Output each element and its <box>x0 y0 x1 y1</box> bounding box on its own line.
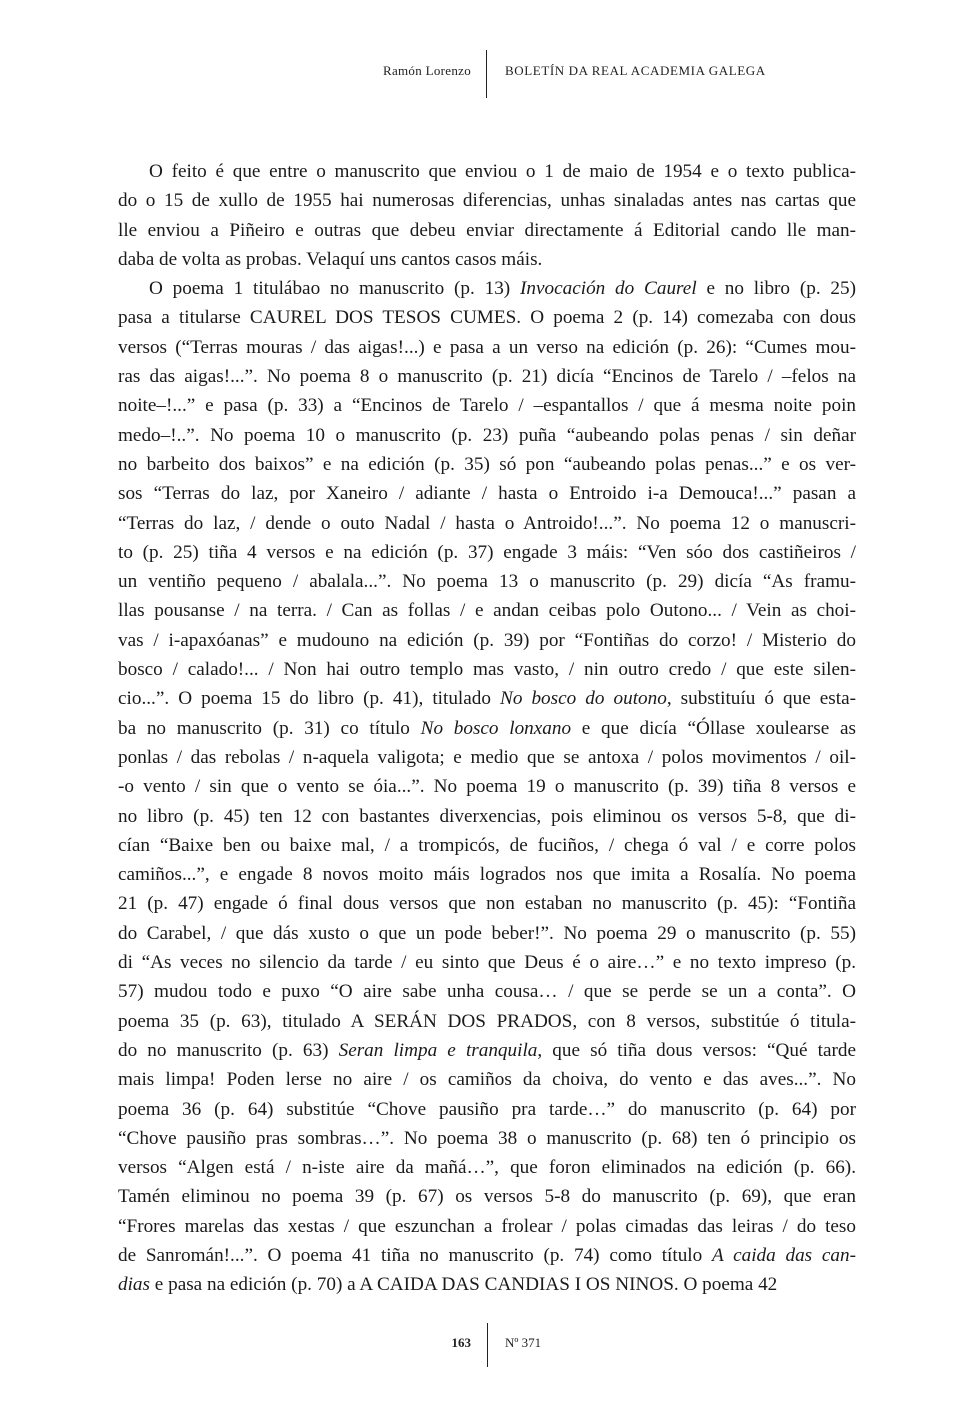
text-run: -o vento / sin que o vento se óia...”. No poema 19 o manuscrito (p. 39) tiña 8 versos e <box>118 776 856 798</box>
text-run: do no manuscrito (p. 63) <box>118 1039 339 1061</box>
text-run: ras das aigas!...”. No poema 8 o manuscrito (p. 21) dicía “Encinos de Tarelo / –felos na <box>118 366 856 388</box>
text-line <box>118 509 856 538</box>
italic-title: Seran limpa e tranquila <box>338 1039 538 1061</box>
header-author: Ramón Lorenzo <box>382 63 471 78</box>
text-run: di “As veces no silencio da tarde / eu sinto que Deus é o aire…” e no texto impreso (p. <box>118 952 856 974</box>
text-line <box>118 1065 856 1094</box>
page-footer <box>0 1323 975 1367</box>
text-line <box>118 245 856 274</box>
text-run: e pasa na edición (p. 70) a A CAIDA DAS CANDIAS I OS NINOS. O poema 42 <box>150 1274 778 1296</box>
text-run: O feito é que entre o manuscrito que enviou o 1 de maio de 1954 e o texto publica- <box>149 161 856 182</box>
text-line <box>118 1182 856 1211</box>
text-line <box>118 362 856 391</box>
issue-number: Nº 371 <box>505 1335 542 1350</box>
text-run: 57) mudou todo e puxo “O aire sabe unha cousa… / que se perde se un a conta”. O <box>118 981 856 1003</box>
text-run: poema 36 (p. 64) substitúe “Chove pausiño pra tarde…” do manuscrito (p. 64) por <box>118 1098 856 1120</box>
text-run: versos (“Terras mouras / das aigas!...) e pasa a un verso na edición (p. 26): “Cumes mou- <box>118 336 856 358</box>
text-run: e que dicía “Óllase xoulearse as <box>571 717 856 739</box>
paragraph <box>118 157 856 274</box>
text-line <box>118 831 856 860</box>
text-line <box>118 919 856 948</box>
text-line <box>118 1007 856 1036</box>
text-line <box>118 743 856 772</box>
text-run: “Chove pausiño pras sombras…”. No poema 38 o manuscrito (p. 68) ten ó principio os <box>118 1127 856 1149</box>
text-line <box>118 303 856 332</box>
text-line <box>118 450 856 479</box>
italic-title: dias <box>118 1274 150 1296</box>
footer-divider <box>487 1323 488 1367</box>
text-line <box>118 157 856 186</box>
text-line <box>118 333 856 362</box>
text-line <box>118 714 856 743</box>
text-run: medo–!..”. No poema 10 o manuscrito (p. 23) puña “aubeando polas penas / sin deñar <box>118 424 856 446</box>
text-line <box>118 977 856 1006</box>
text-line <box>118 1036 856 1065</box>
text-line <box>118 1124 856 1153</box>
paragraph <box>118 274 856 1299</box>
text-run: e no libro (p. 25) <box>696 278 856 300</box>
italic-title: No bosco lonxano <box>420 717 572 739</box>
text-run: do o 15 de xullo de 1955 hai numerosas diferencias, unhas sinaladas antes nas cartas que <box>118 190 856 212</box>
text-line <box>118 421 856 450</box>
text-run: no libro (p. 45) ten 12 con bastantes diverxencias, pois eliminou os versos 5-8, que di- <box>118 805 856 827</box>
text-run: noite–!...” e pasa (p. 33) a “Encinos de Tarelo / –espantallos / que á mesma noite poin <box>118 395 856 417</box>
italic-title: A caida das can- <box>711 1244 856 1266</box>
text-run: cían “Baixe ben ou baixe mal, / a trompicós, de fuciños, / chega ó val / e corre polos <box>118 834 856 856</box>
text-line <box>118 948 856 977</box>
text-line <box>118 391 856 420</box>
text-line <box>118 626 856 655</box>
text-line <box>118 1241 856 1270</box>
text-line <box>118 274 856 303</box>
text-run: do Carabel, / que dás xusto o que un pode beber!”. No poema 29 o manuscrito (p. 55) <box>118 922 856 944</box>
text-run: ponlas / das rebolas / n-aquela valigota; e medio que se antoxa / polos movimentos / oil- <box>118 746 856 768</box>
header-divider <box>486 50 487 98</box>
text-line <box>118 802 856 831</box>
text-line <box>118 1095 856 1124</box>
text-run: camiños...”, e engade 8 novos moito máis logrados nos que imita a Rosalía. No poema <box>118 864 856 886</box>
text-run: O poema 1 titulábao no manuscrito (p. 13) <box>149 278 521 300</box>
text-run: poema 35 (p. 63), titulado A SERÁN DOS PRADOS, con 8 versos, substitúe ó titula- <box>118 1010 856 1032</box>
text-run: ba no manuscrito (p. 31) co título <box>118 717 421 739</box>
text-line <box>118 684 856 713</box>
text-run: vas / i-apaxóanas” e mudouno na edición (p. 39) por “Fontiñas do corzo! / Misterio do <box>118 629 856 651</box>
text-line <box>118 216 856 245</box>
text-line <box>118 538 856 567</box>
italic-title: No bosco do outono <box>500 688 667 710</box>
text-run: llas pousanse / na terra. / Can as follas / e andan ceibas polo Outono... / Vein as choi- <box>118 600 856 622</box>
text-run: 21 (p. 47) engade ó final dous versos que non estaban no manuscrito (p. 45): “Fontiña <box>118 893 856 915</box>
text-line <box>118 1153 856 1182</box>
text-run: lle enviou a Piñeiro e outras que debeu enviar directamente á Editorial cando lle man- <box>118 219 856 241</box>
text-line <box>118 1270 856 1299</box>
text-run: sos “Terras do laz, por Xaneiro / adiante / hasta o Entroido i-a Demouca!...” pasan a <box>118 483 856 505</box>
text-run: pasa a titularse CAUREL DOS TESOS CUMES. O poema 2 (p. 14) comezaba con dous <box>118 307 856 329</box>
text-run: versos “Algen está / n-iste aire da mañá…”, que foron eliminados na edición (p. 66). <box>118 1157 856 1179</box>
text-run: un ventiño pequeno / abalala...”. No poema 13 o manuscrito (p. 29) dicía “As framu- <box>118 571 856 593</box>
text-line <box>118 186 856 215</box>
page-number: 163 <box>451 1335 471 1350</box>
text-run: , que só tiña dous versos: “Qué tarde <box>537 1039 856 1061</box>
text-run: “Terras do laz, / dende o outo Nadal / hasta o Antroido!...”. No poema 12 o manuscri- <box>118 512 856 534</box>
italic-title: Invocación do Caurel <box>520 278 697 300</box>
text-run: bosco / calado!... / Non hai outro templo mas vasto, / nin outro credo / que este silen- <box>118 659 856 681</box>
header-journal-title: BOLETÍN DA REAL ACADEMIA GALEGA <box>505 63 766 78</box>
body-text <box>118 157 856 1300</box>
text-run: mais limpa! Poden lerse no aire / os camiños da choiva, do vento e das aves...”. No <box>118 1069 856 1091</box>
text-run: to (p. 25) tiña 4 versos e na edición (p. 37) engade 3 máis: “Ven sóo dos castiñeiros / <box>118 541 856 563</box>
text-line <box>118 567 856 596</box>
text-line <box>118 1212 856 1241</box>
text-line <box>118 479 856 508</box>
text-run: de Sanromán!...”. O poema 41 tiña no manuscrito (p. 74) como título <box>118 1244 712 1266</box>
text-run: , substituíu ó que esta- <box>666 688 856 710</box>
text-run: daba de volta as probas. Velaquí uns cantos casos máis. <box>118 248 543 270</box>
running-header <box>0 50 975 98</box>
text-run: no barbeito dos baixos” e na edición (p. 35) só pon “aubeando polas penas...” e os ver- <box>118 453 856 475</box>
text-line <box>118 655 856 684</box>
text-run: cio...”. O poema 15 do libro (p. 41), titulado <box>118 688 501 710</box>
text-line <box>118 860 856 889</box>
text-line <box>118 772 856 801</box>
text-line <box>118 596 856 625</box>
text-run: Tamén eliminou no poema 39 (p. 67) os versos 5-8 do manuscrito (p. 69), que eran <box>118 1186 856 1208</box>
text-run: “Frores marelas das xestas / que eszunchan a frolear / polas cimadas das leiras / do teso <box>118 1215 856 1237</box>
text-line <box>118 889 856 918</box>
